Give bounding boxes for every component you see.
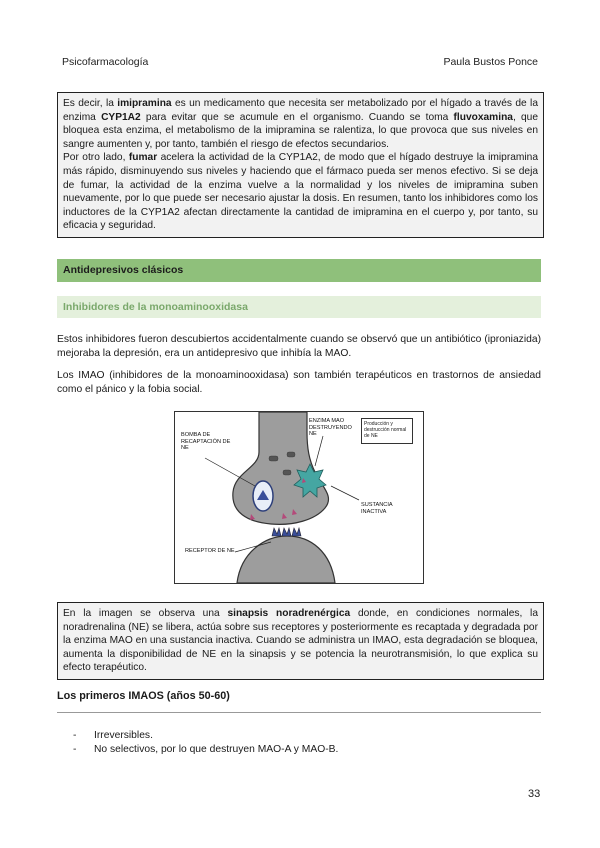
paragraph-discovery: Estos inhibidores fueron descubiertos accidentalmente cuando se observó que un antibiótico (iproniazida) mejoraba la depresión, era un antidepresivo que inhibía la MAO. (57, 334, 541, 359)
text: Por otro lado, (63, 152, 129, 164)
text: acelera la actividad de la CYP1A2, de modo que el hígado destruye la imipramina más rápido, disminuyendo sus niveles y haciendo que el fármaco pueda ser menos efectivo. Si se deja de fumar, la actividad de la enzima vuelve a la normalidad y los niveles de imipramina suben nuevamente, por lo que puede ser necesario ajustar la dosis. En resumen, tanto los inhibidores como los inductores de la CYP1A2 afectan directamente la cantidad de imipramina en el cuerpo y, por tanto, su eficacia y seguridad. (63, 152, 538, 232)
bold-cyp1a2: CYP1A2 (101, 111, 141, 123)
bold-fumar: fumar (128, 152, 158, 164)
text: es un medicamento que necesita ser metabolizado por el hígado a través de la enzima (63, 98, 538, 123)
text: En la imagen se observa una (63, 608, 228, 619)
list-item: - Irreversibles. (73, 729, 338, 743)
note-box-imipramine (57, 92, 544, 238)
figure-label-inactive: SUSTANCIA INACTIVA (361, 502, 393, 515)
bold-fluvoxamina: fluvoxamina (453, 111, 513, 123)
header-title: Psicofarmacología (62, 56, 149, 68)
section-heading: Antidepresivos clásicos (57, 259, 541, 282)
figure-legend: Producción y destrucción normal de NE (361, 418, 413, 444)
text: para evitar que se acumule en el organismo. Cuando se toma (140, 111, 454, 123)
header-author: Paula Bustos Ponce (443, 56, 538, 68)
subheading-first-imaos: Los primeros IMAOS (años 50-60) (57, 690, 230, 702)
bold-imipramina: imipramina (117, 98, 172, 109)
text: donde, en condiciones normales, la noradrenalina (NE) se libera, actúa sobre sus receptores y posteriormente es recaptada y degradada por la enzima MAO en una sustancia inactiva. Cuando se administra un IMAO, esta degradación se bloquea, aumenta la disponibilidad de NE en la sinapsis y se potencia la neurotransmisión, lo que explica su efecto terapéutico. (63, 608, 538, 674)
figure-label-mao: ENZIMA MAO DESTRUYENDO NE (309, 418, 352, 438)
imao-properties-list (73, 729, 338, 757)
text: , que bloquea esta enzima, el metabolismo de la imipramina se ralentiza, lo que provoca que sus niveles en sangre aumenten y, por tanto, también el riesgo de efectos secundarios. (63, 111, 539, 150)
note-paragraph-2 (63, 151, 538, 233)
page-number: 33 (528, 788, 541, 800)
synapse-figure (174, 411, 424, 584)
note-paragraph-1 (63, 97, 538, 151)
divider (57, 712, 541, 713)
bold-sinapsis: sinapsis noradrenérgica (227, 608, 351, 619)
text: Es decir, la (63, 98, 118, 109)
note-box-synapse (57, 602, 544, 680)
figure-label-receptor: RECEPTOR DE NE (185, 548, 235, 554)
note-paragraph-synapse (63, 607, 538, 675)
subsection-heading: Inhibidores de la monoaminooxidasa (57, 296, 541, 318)
list-item: - No selectivos, por lo que destruyen MAO-A y MAO-B. (73, 743, 338, 757)
figure-label-pump: BOMBA DE RECAPTACIÓN DE NE (181, 432, 231, 452)
paragraph-imao-anxiety: Los IMAO (inhibidores de la monoaminooxidasa) son también terapéuticos en trastornos de ansiedad como el pánico y la fobia social. (57, 370, 541, 395)
